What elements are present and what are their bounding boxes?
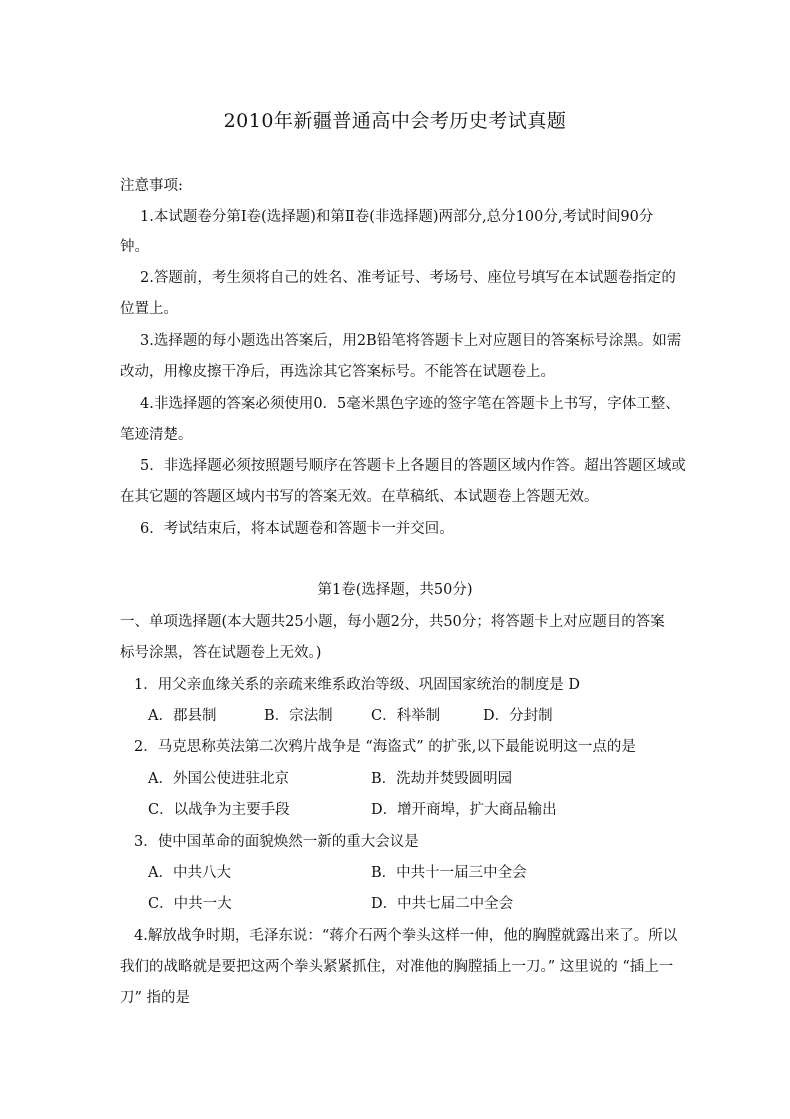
- notice-heading: 注意事项:: [120, 178, 183, 194]
- question-1-option-a: A．郡县制: [148, 708, 217, 724]
- question-3-option-c: C．中共一大: [148, 896, 232, 912]
- question-2-stem: 2．马克思称英法第二次鸦片战争是 “海盗式” 的扩张,以下最能说明这一点的是: [134, 739, 636, 755]
- question-3-option-b: B．中共十一届三中全会: [371, 865, 527, 881]
- notice-item-5-line2: 在其它题的答题区域内书写的答案无效。在草稿纸、本试题卷上答题无效。: [120, 489, 599, 505]
- question-2-option-c: C．以战争为主要手段: [148, 802, 290, 818]
- question-2-option-d: D．增开商埠，扩大商品输出: [371, 802, 557, 818]
- notice-item-3-line1: 3.选择题的每小题选出答案后，用2B铅笔将答题卡上对应题目的答案标号涂黑。如需: [140, 333, 682, 349]
- question-3-option-a: A．中共八大: [148, 865, 231, 881]
- question-4-stem-line3: 刀” 指的是: [120, 990, 191, 1006]
- notice-item-2-line1: 2.答题前，考生须将自己的姓名、准考证号、考场号、座位号填写在本试题卷指定的: [140, 270, 676, 286]
- question-3-stem: 3．使中国革命的面貌焕然一新的重大会议是: [134, 834, 419, 850]
- notice-item-1-line1: 1.本试题卷分第Ⅰ卷(选择题)和第Ⅱ卷(非选择题)两部分,总分100分,考试时间90分: [140, 209, 654, 225]
- notice-item-5-line1: 5．非选择题必须按照题号顺序在答题卡上各题目的答题区域内作答。超出答题区域或: [140, 458, 686, 474]
- question-3-option-d: D．中共七届二中全会: [371, 896, 514, 912]
- notice-item-1-line2: 钟。: [120, 239, 149, 255]
- question-4-stem-line1: 4.解放战争时期，毛泽东说：“蒋介石两个拳头这样一伸，他的胸膛就露出来了。所以: [134, 928, 678, 944]
- question-4-stem-line2: 我们的战略就是要把这两个拳头紧紧抓住，对准他的胸膛插上一刀。” 这里说的 “插上一: [120, 959, 674, 975]
- question-1-stem: 1．用父亲血缘关系的亲疏来维系政治等级、巩固国家统治的制度是 D: [134, 677, 580, 693]
- question-1-option-c: C．科举制: [371, 708, 441, 724]
- part1-instruction-line1: 一、单项选择题(本大题共25小题，每小题2分，共50分；将答题卡上对应题目的答案: [120, 614, 665, 630]
- part1-instruction-line2: 标号涂黑，答在试题卷上无效。): [120, 645, 322, 661]
- question-1-option-b: B．宗法制: [264, 708, 333, 724]
- notice-item-4-line1: 4.非选择题的答案必须使用0．5毫米黑色字迹的签字笔在答题卡上书写，字体工整、: [140, 396, 680, 412]
- notice-item-4-line2: 笔迹清楚。: [120, 427, 193, 443]
- notice-item-6-line1: 6．考试结束后，将本试题卷和答题卡一并交回。: [140, 521, 454, 537]
- question-2-option-a: A．外国公使进驻北京: [148, 771, 289, 787]
- part1-heading: 第1卷(选择题，共50分): [317, 582, 473, 598]
- notice-item-3-line2: 改动，用橡皮擦干净后，再选涂其它答案标号。不能答在试题卷上。: [120, 364, 555, 380]
- notice-item-2-line2: 位置上。: [120, 301, 178, 317]
- question-1-option-d: D．分封制: [483, 708, 553, 724]
- question-2-option-b: B．洗劫并焚毁圆明园: [371, 771, 513, 787]
- page-title: 2010年新疆普通高中会考历史考试真题: [223, 110, 567, 132]
